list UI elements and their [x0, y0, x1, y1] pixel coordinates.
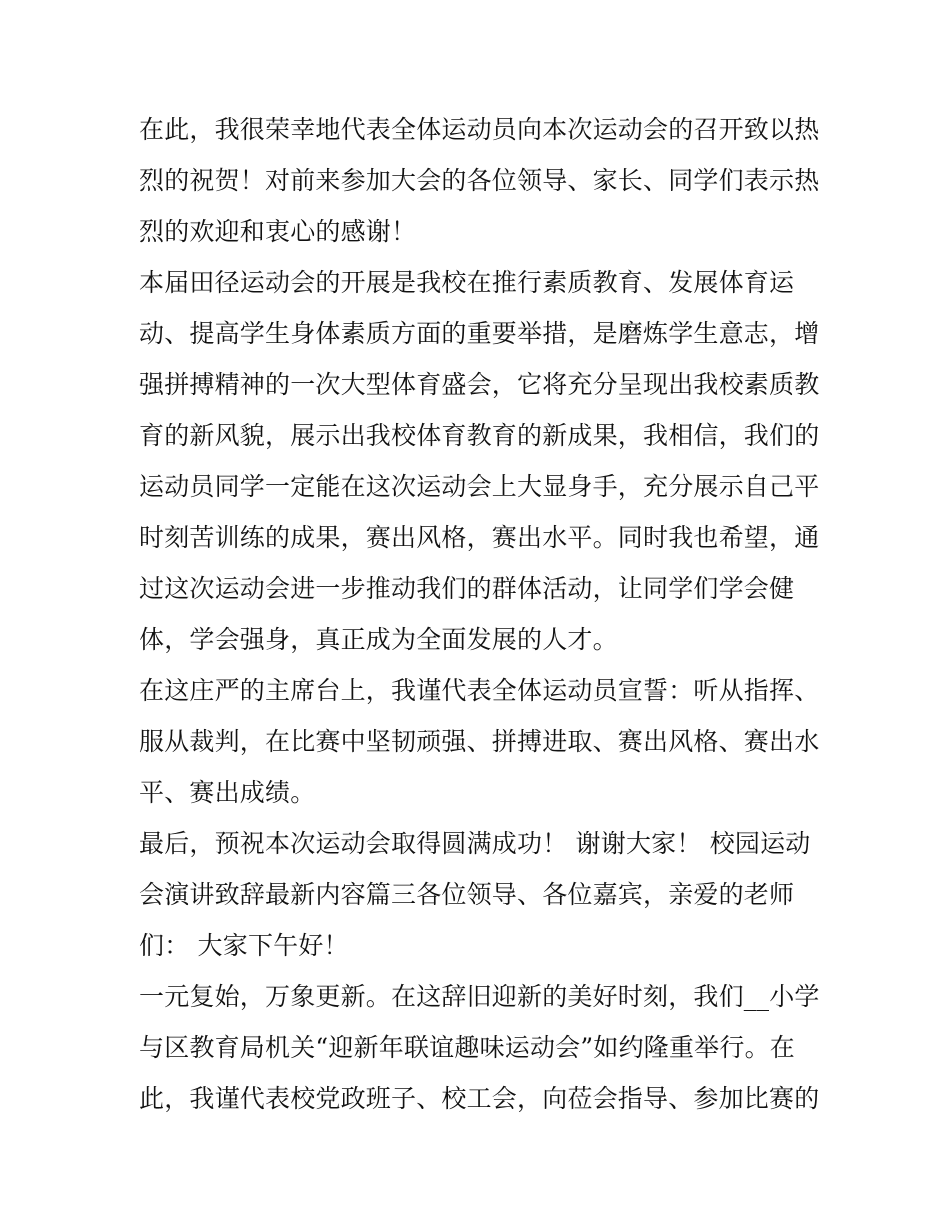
text-line: 服从裁判，在比赛中坚韧顽强、拼搏进取、赛出风格、赛出水 [139, 727, 820, 756]
text-line: 过这次运动会进一步推动我们的群体活动，让同学们学会健 [139, 574, 795, 603]
text-line: 烈的欢迎和衷心的感谢！ [139, 217, 417, 246]
text-line: 最后，预祝本次运动会取得圆满成功！ 谢谢大家！ 校园运动 [139, 829, 811, 858]
text-line: 本届田径运动会的开展是我校在推行素质教育、发展体育运 [139, 268, 795, 297]
text-line: 烈的祝贺！对前来参加大会的各位领导、家长、同学们表示热 [139, 166, 820, 195]
text-line: 在这庄严的主席台上，我谨代表全体运动员宣誓：听从指挥、 [139, 676, 820, 705]
text-line: 会演讲致辞最新内容篇三各位领导、各位嘉宾，亲爱的老师 [139, 880, 795, 909]
text-line: 一元复始，万象更新。在这辞旧迎新的美好时刻，我们__小学 [139, 982, 820, 1011]
text-line: 强拼搏精神的一次大型体育盛会，它将充分呈现出我校素质教 [139, 370, 820, 399]
text-line: 体，学会强身，真正成为全面发展的人才。 [139, 625, 618, 654]
document-body [139, 104, 820, 1124]
text-line: 运动员同学一定能在这次运动会上大显身手，充分展示自己平 [139, 472, 820, 501]
text-line: 时刻苦训练的成果，赛出风格，赛出水平。同时我也希望，通 [139, 523, 820, 552]
text-line: 们： 大家下午好！ [139, 931, 349, 960]
text-line: 育的新风貌，展示出我校体育教育的新成果，我相信，我们的 [139, 421, 820, 450]
text-line: 动、提高学生身体素质方面的重要举措，是磨炼学生意志，增 [139, 319, 820, 348]
text-line: 在此，我很荣幸地代表全体运动员向本次运动会的召开致以热 [139, 115, 820, 144]
text-line: 与区教育局机关“迎新年联谊趣味运动会”如约隆重举行。在 [139, 1033, 795, 1062]
text-line: 此，我谨代表校党政班子、校工会，向莅会指导、参加比赛的 [139, 1084, 820, 1113]
text-line: 平、赛出成绩。 [139, 778, 316, 807]
